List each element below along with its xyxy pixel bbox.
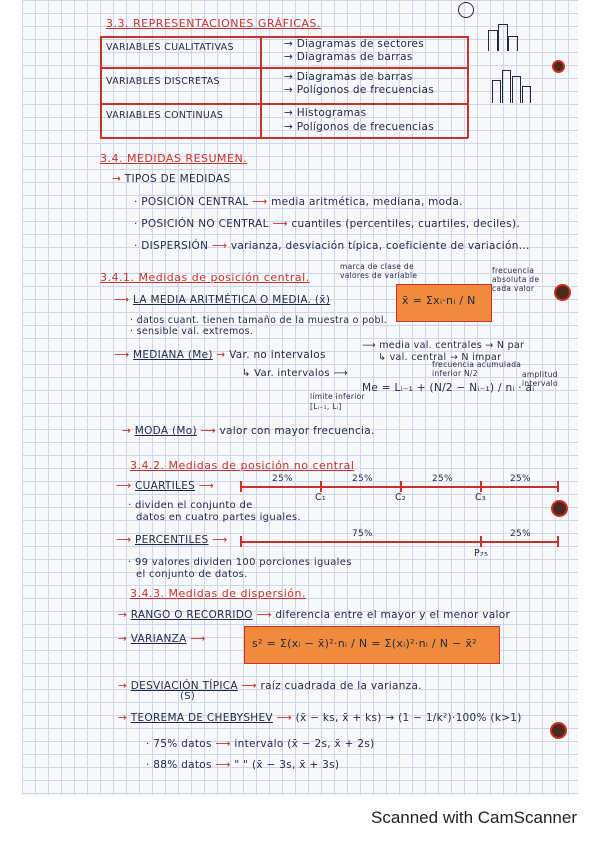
tipos-medidas-heading: → TIPOS DE MEDIDAS [112, 173, 231, 185]
hole-punch-icon [554, 284, 571, 301]
desviacion-item: → DESVIACIÓN TÍPICA ⟶ raíz cuadrada de la varianza. [118, 680, 422, 692]
cuartiles-bullet: · dividen el conjunto de [128, 500, 253, 511]
table-row-value: → Polígonos de frecuencias [284, 84, 434, 96]
desviacion-symbol: (S) [180, 691, 196, 702]
percentiles-bullet: el conjunto de datos. [136, 569, 248, 580]
mediana-formula: Me = Lᵢ₋₁ + (N/2 − Nᵢ₋₁) / nᵢ · aᵢ [362, 382, 535, 394]
tipo-item: · DISPERSIÓN ⟶ varianza, desviación típica, coeficiente de variación... [134, 240, 530, 252]
table-row-value: → Diagramas de sectores [284, 38, 425, 50]
percentile-label: P₇₅ [474, 548, 489, 559]
moda-item: → MODA (Mo) ⟶ valor con mayor frecuencia. [122, 425, 375, 437]
bar-chart-icon [508, 36, 518, 51]
hole-punch-icon [550, 722, 567, 739]
bar-chart-icon [492, 80, 501, 103]
percentiles-line [240, 541, 558, 543]
media-item: ⟶ LA MEDIA ARITMÉTICA O MEDIA. (x̄) [114, 294, 331, 306]
table-row-label: VARIABLES DISCRETAS [106, 76, 220, 87]
tick [320, 481, 322, 492]
pct-label: 25% [432, 474, 453, 484]
chebyshev-item: → TEOREMA DE CHEBYSHEV ⟶ (x̄ − ks, x̄ + ks) → (1 − 1/k²)·100% (k>1) [118, 712, 522, 724]
media-bullet: · sensible val. extremos. [130, 326, 254, 337]
tick [240, 481, 242, 492]
section-3-3-title: 3.3. REPRESENTACIONES GRÁFICAS. [106, 17, 321, 30]
bar-chart-icon [498, 24, 508, 51]
pie-chart-icon [458, 2, 474, 18]
tipo-item: · POSICIÓN NO CENTRAL ⟶ cuantiles (percentiles, cuartiles, deciles). [134, 218, 520, 230]
mediana-note: ⟶ media val. centrales → N par [362, 340, 525, 351]
hole-punch-icon [551, 500, 568, 517]
quartile-label: C₃ [475, 492, 487, 503]
frecuencia-note: frecuencia absoluta de cada valor [492, 266, 540, 293]
pct-label: 25% [352, 474, 373, 484]
table-row-value: → Diagramas de barras [284, 71, 413, 83]
table-row-label: VARIABLES CUALITATIVAS [106, 42, 234, 53]
tick [480, 536, 482, 547]
chebyshev-case: · 88% datos ⟶ " " (x̄ − 3s, x̄ + 3s) [146, 759, 340, 771]
section-3-4-1-title: 3.4.1. Medidas de posición central. [100, 271, 310, 284]
frecuencia-acumulada-note: frecuencia acumulada inferior N/2 [432, 360, 522, 378]
table-row-value: → Diagramas de barras [284, 51, 413, 63]
chebyshev-case: · 75% datos ⟶ intervalo (x̄ − 2s, x̄ + 2s) [146, 738, 375, 750]
bar-chart-icon [488, 30, 498, 51]
media-formula: x̄ = Σxᵢ·nᵢ / N [402, 294, 476, 307]
marca-clase-note: marca de clase de valores de variable [340, 262, 418, 280]
pct-label: 25% [510, 474, 531, 484]
notebook-page [22, 0, 578, 795]
cuartiles-item: ⟶ CUARTILES ⟶ [116, 480, 215, 492]
pct-label: 25% [510, 529, 531, 539]
mediana-item: ⟶ MEDIANA (Me) → Var. no intervalos [114, 349, 326, 361]
tick [480, 481, 482, 492]
tipo-item: · POSICIÓN CENTRAL ⟶ media aritmética, mediana, moda. [134, 196, 463, 208]
percentiles-bullet: · 99 valores dividen 100 porciones iguales [128, 557, 352, 568]
bar-chart-icon [502, 70, 511, 103]
percentiles-item: ⟶ PERCENTILES ⟶ [116, 534, 228, 546]
quartile-label: C₁ [315, 492, 327, 503]
rango-item: → RANGO O RECORRIDO ⟶ diferencia entre el mayor y el menor valor [118, 609, 511, 621]
amplitud-note: amplitud intervalo [522, 370, 558, 388]
pct-label: 75% [352, 529, 373, 539]
tick [557, 481, 559, 492]
section-3-4-3-title: 3.4.3. Medidas de dispersión. [130, 587, 307, 600]
pct-label: 25% [272, 474, 293, 484]
media-bullet: · datos cuant. tienen tamaño de la muestra o pobl. [130, 315, 388, 326]
cuartiles-line [240, 486, 558, 488]
section-3-4-2-title: 3.4.2. Medidas de posición no central [130, 459, 355, 472]
varianza-formula: s² = Σ(xᵢ − x̄)²·nᵢ / N = Σ(xᵢ)²·nᵢ / N − x̄² [252, 637, 477, 650]
bar-chart-icon [522, 86, 531, 103]
section-3-4-title: 3.4. MEDIDAS RESUMEN. [100, 152, 248, 165]
hole-punch-icon [552, 60, 565, 73]
mediana-intervalos: ↳ Var. intervalos ⟶ [242, 368, 348, 379]
bar-chart-icon [512, 76, 521, 103]
tipos-label: TIPOS DE MEDIDAS [124, 173, 231, 185]
tick [557, 536, 559, 547]
limite-inferior-note: límite inferior [Lᵢ₋₁, Lᵢ] [310, 392, 365, 411]
cuartiles-bullet: datos en cuatro partes iguales. [136, 512, 301, 523]
table-row-value: → Polígonos de frecuencias [284, 121, 434, 133]
varianza-item: → VARIANZA ⟶ [118, 633, 206, 645]
tick [400, 481, 402, 492]
mediana-note: ↳ val. central → N impar [378, 352, 502, 363]
table-row-value: → Histogramas [284, 107, 367, 119]
quartile-label: C₂ [395, 492, 407, 503]
table-row-label: VARIABLES CONTINUAS [106, 110, 224, 121]
camscanner-watermark: Scanned with CamScanner [370, 808, 577, 827]
tick [240, 536, 242, 547]
